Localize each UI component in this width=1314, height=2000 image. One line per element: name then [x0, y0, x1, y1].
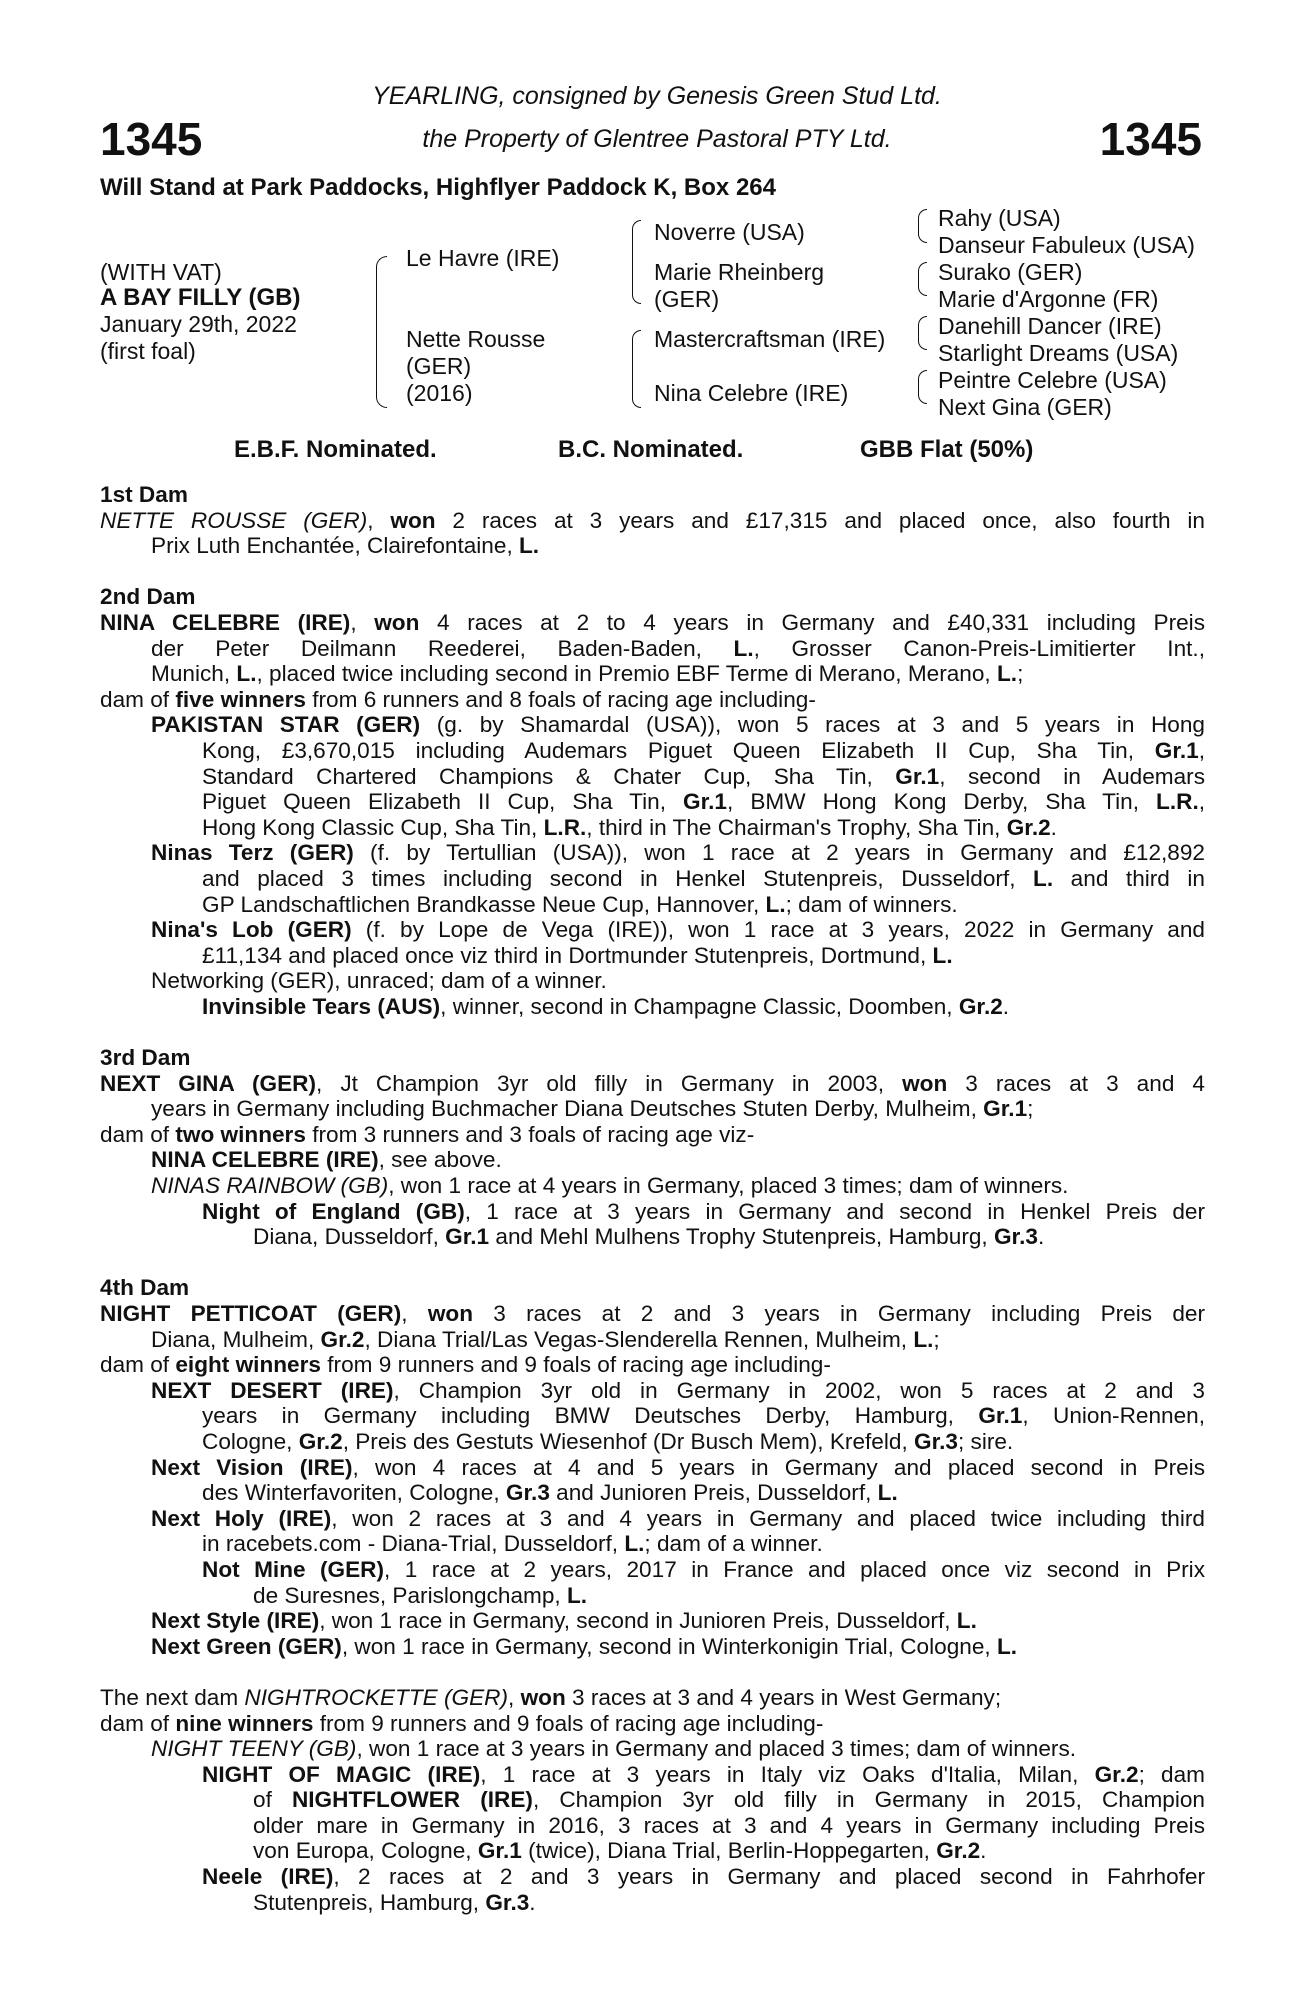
- text: , 2 races at 2 and 3 years in Germany and placed second in Fahrhofer: [333, 1864, 1205, 1890]
- pedigree-brace-g2: [918, 262, 927, 296]
- text: , won 2 races at 3 and 4 years in Germany and placed twice including third: [331, 1505, 1205, 1531]
- pedigree-g3-3: Surako (GER): [938, 259, 1083, 285]
- bold-text: Gr.3: [485, 1889, 530, 1915]
- text: years in Germany including BMW Deutsches Derby, Hamburg,: [202, 1403, 979, 1429]
- pedigree-g3-6: Starlight Dreams (USA): [938, 340, 1179, 366]
- bold-text: Gr.1: [895, 763, 940, 789]
- text-line: [100, 1071, 1205, 1097]
- bold-text: Nina's Lob (GER): [151, 917, 352, 943]
- bold-text: L.R.: [543, 814, 587, 840]
- bold-text: Gr.2: [958, 993, 1003, 1019]
- text: (f. by Tertullian (USA)), won 1 race at 2 years in Germany and £12,892: [353, 840, 1205, 866]
- text: , second in Audemars: [939, 763, 1205, 789]
- pedigree-g3-2: Danseur Fabuleux (USA): [938, 232, 1195, 258]
- dam-heading: 4th Dam: [100, 1275, 190, 1301]
- text: ,: [508, 1684, 521, 1710]
- text: Diana, Mulheim,: [151, 1326, 321, 1352]
- nomination-gbb: GBB Flat (50%): [860, 436, 1034, 463]
- text-line: [100, 1199, 1205, 1225]
- pedigree-brace-g4: [918, 370, 927, 404]
- pedigree-dam-line1: Nette Rousse: [406, 326, 546, 352]
- text: , Jt Champion 3yr old filly in Germany in 2003,: [316, 1070, 903, 1096]
- text: ,: [401, 1301, 428, 1326]
- text-line: [100, 1736, 1205, 1762]
- bold-text: L.: [566, 1582, 588, 1608]
- text: and Mehl Mulhens Trophy Stutenpreis, Hamburg,: [489, 1224, 994, 1250]
- pedigree-g3-8: Next Gina (GER): [938, 394, 1112, 420]
- bold-text: won: [374, 609, 420, 635]
- text-line: [100, 1224, 1205, 1250]
- dam-heading: 2nd Dam: [100, 584, 196, 610]
- bold-text: Gr.3: [993, 1224, 1038, 1250]
- text: , won 1 race in Germany, second in Winterkonigin Trial, Cologne,: [341, 1633, 997, 1659]
- lot-number-right: 1345: [1099, 113, 1202, 165]
- bold-text: Gr.2: [320, 1326, 365, 1352]
- text: , Preis des Gestuts Wiesenhof (Dr Busch Mem), Krefeld,: [342, 1428, 914, 1454]
- text: , 1 race at 3 years in Italy viz Oaks d'Italia, Milan,: [480, 1761, 1095, 1787]
- bold-text: L.: [236, 661, 257, 687]
- text: and Junioren Preis, Dusseldorf,: [549, 1480, 878, 1506]
- text: , see above.: [378, 1147, 502, 1173]
- bold-text: nine winners: [175, 1710, 314, 1736]
- text-line: [100, 533, 1205, 559]
- bold-text: eight winners: [175, 1352, 321, 1378]
- text-line: [100, 892, 1205, 918]
- bold-text: NIGHT OF MAGIC (IRE): [202, 1761, 481, 1787]
- text: ; dam of a winner.: [644, 1531, 823, 1557]
- text-line: [100, 1557, 1205, 1583]
- text-line: [100, 789, 1205, 815]
- text: from 9 runners and 9 foals of racing age including-: [320, 1352, 831, 1378]
- text: .: [1002, 993, 1010, 1019]
- bold-text: NINA CELEBRE (IRE): [100, 609, 351, 635]
- bold-text: Gr.1: [1154, 737, 1199, 763]
- text-line: [100, 1378, 1205, 1404]
- text: ,: [350, 609, 375, 635]
- text: , winner, second in Champagne Classic, Doomben,: [440, 993, 959, 1019]
- pedigree-brace-dam: [632, 330, 641, 408]
- text: Stutenpreis, Hamburg,: [253, 1889, 486, 1915]
- text: de Suresnes, Parislongchamp,: [253, 1582, 567, 1608]
- text: older mare in Germany in 2016, 3 races at 3 and 4 years in Germany including Preis: [253, 1812, 1205, 1838]
- bold-text: Ninas Terz (GER): [151, 840, 354, 866]
- text: 3 races at 2 and 3 years in Germany including Preis der: [473, 1301, 1206, 1326]
- text-line: [100, 610, 1205, 636]
- text-line: [100, 636, 1205, 662]
- foaling-date: January 29th, 2022: [100, 311, 297, 337]
- text: Kong, £3,670,015 including Audemars Piguet Queen Elizabeth II Cup, Sha Tin,: [202, 737, 1155, 763]
- text-line: [100, 840, 1205, 866]
- text: GP Landschaftlichen Brandkasse Neue Cup, Hannover,: [202, 891, 766, 917]
- text: dam of: [100, 686, 176, 712]
- bold-text: L.: [733, 635, 754, 661]
- text: ,: [1198, 737, 1205, 763]
- text: ; dam of winners.: [785, 891, 958, 917]
- bold-text: NIGHTFLOWER (IRE): [291, 1787, 533, 1813]
- bold-text: Gr.3: [505, 1480, 550, 1506]
- text: 4 races at 2 to 4 years in Germany and £40,331 including Preis: [419, 609, 1205, 635]
- text-line: [100, 866, 1205, 892]
- text-line: [100, 1327, 1205, 1353]
- text: , won 1 race in Germany, second in Junioren Preis, Dusseldorf,: [319, 1608, 957, 1634]
- text-line: [100, 764, 1205, 790]
- text: from 6 runners and 8 foals of racing age including-: [305, 686, 816, 712]
- bold-text: five winners: [175, 686, 306, 712]
- text: , 1 race at 2 years, 2017 in France and placed once viz second in Prix: [384, 1556, 1205, 1582]
- text: Hong Kong Classic Cup, Sha Tin,: [202, 814, 544, 840]
- lot-number-left: 1345: [100, 113, 203, 165]
- text: , third in The Chairman's Trophy, Sha Tin,: [586, 814, 1007, 840]
- text-line: [100, 1608, 1205, 1634]
- pedigree-dam-line2: (GER): [406, 353, 472, 379]
- text-line: [100, 1506, 1205, 1532]
- pedigree-brace-g1: [918, 209, 927, 243]
- pedigree-g3-7: Peintre Celebre (USA): [938, 367, 1167, 393]
- text: , Champion 3yr old filly in Germany in 2015, Champion: [532, 1787, 1205, 1813]
- text: (twice), Diana Trial, Berlin-Hoppegarten,: [521, 1838, 937, 1864]
- text-line: [100, 1096, 1205, 1122]
- text: des Winterfavoriten, Cologne,: [202, 1480, 506, 1506]
- bold-text: won: [902, 1070, 948, 1096]
- text: der Peter Deilmann Reederei, Baden-Baden,: [151, 635, 734, 661]
- bold-text: L.: [519, 533, 540, 559]
- text: Networking (GER), unraced; dam of a winner.: [151, 968, 607, 994]
- dam-heading: 1st Dam: [100, 482, 188, 507]
- text-line: [100, 1685, 1205, 1711]
- text: Piguet Queen Elizabeth II Cup, Sha Tin,: [202, 789, 684, 815]
- text-line: [100, 712, 1205, 738]
- dam-section: [100, 1045, 1205, 1250]
- property-line: the Property of Glentree Pastoral PTY Ltd.: [422, 125, 892, 153]
- text: .: [1050, 814, 1057, 840]
- text: Diana, Dusseldorf,: [253, 1224, 446, 1250]
- text-line: [100, 1429, 1205, 1455]
- text: , Union-Rennen,: [1022, 1403, 1205, 1429]
- dam-section: [100, 1685, 1205, 1915]
- pedigree-sire: Le Havre (IRE): [406, 245, 560, 271]
- pedigree-body: [100, 482, 1205, 1941]
- text-line: [100, 1838, 1205, 1864]
- bold-text: Not Mine (GER): [202, 1556, 385, 1582]
- text: .: [529, 1889, 536, 1915]
- consignor-line: YEARLING, consigned by Genesis Green Stud Ltd.: [372, 82, 942, 110]
- bold-text: Gr.1: [477, 1838, 522, 1864]
- text: von Europa, Cologne,: [253, 1838, 478, 1864]
- pedigree-brace-g3: [918, 316, 927, 350]
- text-line: [100, 917, 1205, 943]
- bold-text: Next Style (IRE): [151, 1608, 320, 1634]
- stand-location: Will Stand at Park Paddocks, Highflyer Paddock K, Box 264: [100, 174, 776, 201]
- text: Standard Chartered Champions & Chater Cup, Sha Tin,: [202, 763, 896, 789]
- bold-text: two winners: [175, 1121, 306, 1147]
- bold-text: NEXT DESERT (IRE): [151, 1377, 394, 1403]
- text-line: [100, 1301, 1205, 1327]
- text: .: [980, 1838, 987, 1864]
- pedigree-g3-4: Marie d'Argonne (FR): [938, 286, 1159, 312]
- bold-text: Gr.1: [683, 789, 727, 815]
- bold-text: Night of England (GB): [202, 1198, 465, 1224]
- text-line: [100, 687, 1205, 713]
- text: from 9 runners and 9 foals of racing age including-: [313, 1710, 824, 1736]
- text: ; dam: [1138, 1761, 1205, 1787]
- horse-name: A BAY FILLY (GB): [100, 284, 301, 311]
- pedigree-g3-1: Rahy (USA): [938, 205, 1061, 231]
- nomination-ebf: E.B.F. Nominated.: [234, 436, 437, 463]
- text: , 1 race at 3 years in Germany and second in Henkel Preis der: [464, 1198, 1205, 1224]
- text-line: [100, 738, 1205, 764]
- text: ,: [367, 507, 391, 533]
- bold-text: NIGHT PETTICOAT (GER): [100, 1301, 402, 1326]
- bold-text: NINA CELEBRE (IRE): [151, 1147, 379, 1173]
- italic-text: NIGHTROCKETTE (GER): [244, 1684, 509, 1710]
- text: in racebets.com - Diana-Trial, Dusseldorf,: [202, 1531, 625, 1557]
- bold-text: L.: [1033, 865, 1054, 891]
- text: ,: [1198, 789, 1206, 815]
- text-line: [100, 1762, 1205, 1788]
- text: , Diana Trial/Las Vegas-Slenderella Rennen, Mulheim,: [364, 1326, 914, 1352]
- text-line: [100, 1864, 1205, 1890]
- bold-text: won: [520, 1684, 566, 1710]
- text: , won 1 race at 3 years in Germany and placed 3 times; dam of winners.: [356, 1736, 1077, 1762]
- text: (f. by Lope de Vega (IRE)), won 1 race at 3 years, 2022 in Germany and: [351, 917, 1205, 943]
- text: dam of: [100, 1352, 176, 1378]
- bold-text: NEXT GINA (GER): [100, 1070, 316, 1096]
- bold-text: L.: [877, 1480, 898, 1506]
- bold-text: L.: [997, 661, 1018, 687]
- bold-text: Gr.2: [1006, 814, 1051, 840]
- bold-text: Gr.3: [914, 1428, 958, 1454]
- bold-text: PAKISTAN STAR (GER): [151, 712, 421, 738]
- pedigree-brace-gen1: [376, 256, 387, 408]
- text: ;: [1017, 661, 1024, 687]
- pedigree-brace-sire: [632, 220, 641, 304]
- text-line: [100, 1352, 1205, 1378]
- text: Prix Luth Enchantée, Clairefontaine,: [151, 533, 519, 559]
- dam-section: [100, 1275, 1205, 1659]
- text: of: [253, 1787, 292, 1813]
- text: , won 4 races at 4 and 5 years in Germany and placed second in Preis: [352, 1454, 1205, 1480]
- pedigree-sire-dam-line2: (GER): [654, 286, 720, 312]
- text: , Grosser Canon-Preis-Limitierter Int.,: [753, 635, 1205, 661]
- text: years in Germany including Buchmacher Diana Deutsches Stuten Derby, Mulheim,: [151, 1096, 984, 1122]
- text-line: [100, 661, 1205, 687]
- bold-text: Next Vision (IRE): [151, 1454, 353, 1480]
- text-line: [100, 1711, 1205, 1737]
- text-line: [100, 1173, 1205, 1199]
- nomination-bc: B.C. Nominated.: [558, 436, 744, 463]
- text-line: [100, 1480, 1205, 1506]
- bold-text: L.: [932, 942, 953, 968]
- text-line: [100, 815, 1205, 841]
- text: , won 1 race at 4 years in Germany, placed 3 times; dam of winners.: [388, 1173, 1069, 1199]
- pedigree-dam-dam: Nina Celebre (IRE): [654, 380, 849, 406]
- text-line: [100, 968, 1205, 994]
- text: and third in: [1053, 865, 1205, 891]
- text-line: [100, 994, 1205, 1020]
- bold-text: Gr.1: [978, 1403, 1023, 1429]
- bold-text: L.: [913, 1326, 934, 1352]
- dam-section: [100, 584, 1205, 1019]
- text-line: [100, 943, 1205, 969]
- bold-text: Gr.2: [298, 1428, 343, 1454]
- text: Cologne,: [202, 1428, 299, 1454]
- text-line: [100, 1531, 1205, 1557]
- bold-text: Gr.2: [1094, 1761, 1139, 1787]
- text: , placed twice including second in Premio EBF Terme di Merano, Merano,: [256, 661, 997, 687]
- text-line: [100, 1634, 1205, 1660]
- text: Munich,: [151, 661, 237, 687]
- text: 3 races at 3 and 4 years in West Germany;: [565, 1684, 1002, 1710]
- bold-text: Next Green (GER): [151, 1633, 342, 1659]
- text: , BMW Hong Kong Derby, Sha Tin,: [727, 789, 1157, 815]
- bold-text: L.: [765, 891, 786, 917]
- text-line: [100, 1787, 1205, 1813]
- text-line: [100, 1455, 1205, 1481]
- text-line: [100, 1122, 1205, 1148]
- pedigree-dam-line3: (2016): [406, 380, 473, 406]
- pedigree-dam-sire: Mastercraftsman (IRE): [654, 326, 886, 352]
- text: 3 races at 3 and 4: [947, 1070, 1205, 1096]
- text-line: [100, 1147, 1205, 1173]
- vat-note: (WITH VAT): [100, 259, 222, 285]
- text: (g. by Shamardal (USA)), won 5 races at 3 and 5 years in Hong: [420, 712, 1205, 738]
- italic-text: NINAS RAINBOW (GB): [151, 1173, 389, 1199]
- dam-section: [100, 482, 1205, 559]
- bold-text: L.R.: [1156, 789, 1199, 815]
- bold-text: Gr.1: [983, 1096, 1028, 1122]
- bold-text: won: [427, 1301, 473, 1326]
- pedigree-sire-sire: Noverre (USA): [654, 219, 805, 245]
- italic-text: NIGHT TEENY (GB): [151, 1736, 357, 1762]
- text: ; sire.: [957, 1428, 1014, 1454]
- bold-text: Next Holy (IRE): [151, 1505, 332, 1531]
- text: ;: [933, 1326, 940, 1352]
- text: The next dam: [100, 1684, 245, 1710]
- pedigree-g3-5: Danehill Dancer (IRE): [938, 313, 1162, 339]
- text: ;: [1027, 1096, 1034, 1122]
- bold-text: Invinsible Tears (AUS): [202, 993, 441, 1019]
- text: , Champion 3yr old in Germany in 2002, won 5 races at 2 and 3: [393, 1377, 1205, 1403]
- bold-text: won: [390, 507, 436, 533]
- text: dam of: [100, 1710, 176, 1736]
- text: dam of: [100, 1121, 176, 1147]
- text: 2 races at 3 years and £17,315 and placed once, also fourth in: [435, 507, 1205, 533]
- text: .: [1037, 1224, 1045, 1250]
- text-line: [100, 508, 1205, 534]
- bold-text: L.: [624, 1531, 645, 1557]
- text-line: [100, 1813, 1205, 1839]
- dam-heading: 3rd Dam: [100, 1045, 191, 1071]
- text-line: [100, 1583, 1205, 1609]
- bold-text: L.: [996, 1633, 1018, 1659]
- bold-text: L.: [956, 1608, 977, 1634]
- text-line: [100, 1890, 1205, 1916]
- italic-text: NETTE ROUSSE (GER): [100, 507, 368, 533]
- bold-text: Gr.1: [445, 1224, 490, 1250]
- text: £11,134 and placed once viz third in Dortmunder Stutenpreis, Dortmund,: [202, 942, 933, 968]
- text: from 3 runners and 3 foals of racing age viz-: [305, 1121, 755, 1147]
- bold-text: Neele (IRE): [202, 1864, 334, 1890]
- text-line: [100, 1403, 1205, 1429]
- pedigree-sire-dam-line1: Marie Rheinberg: [654, 259, 825, 285]
- foal-note: (first foal): [100, 338, 196, 364]
- bold-text: Gr.2: [936, 1838, 981, 1864]
- text: and placed 3 times including second in Henkel Stutenpreis, Dusseldorf,: [202, 865, 1034, 891]
